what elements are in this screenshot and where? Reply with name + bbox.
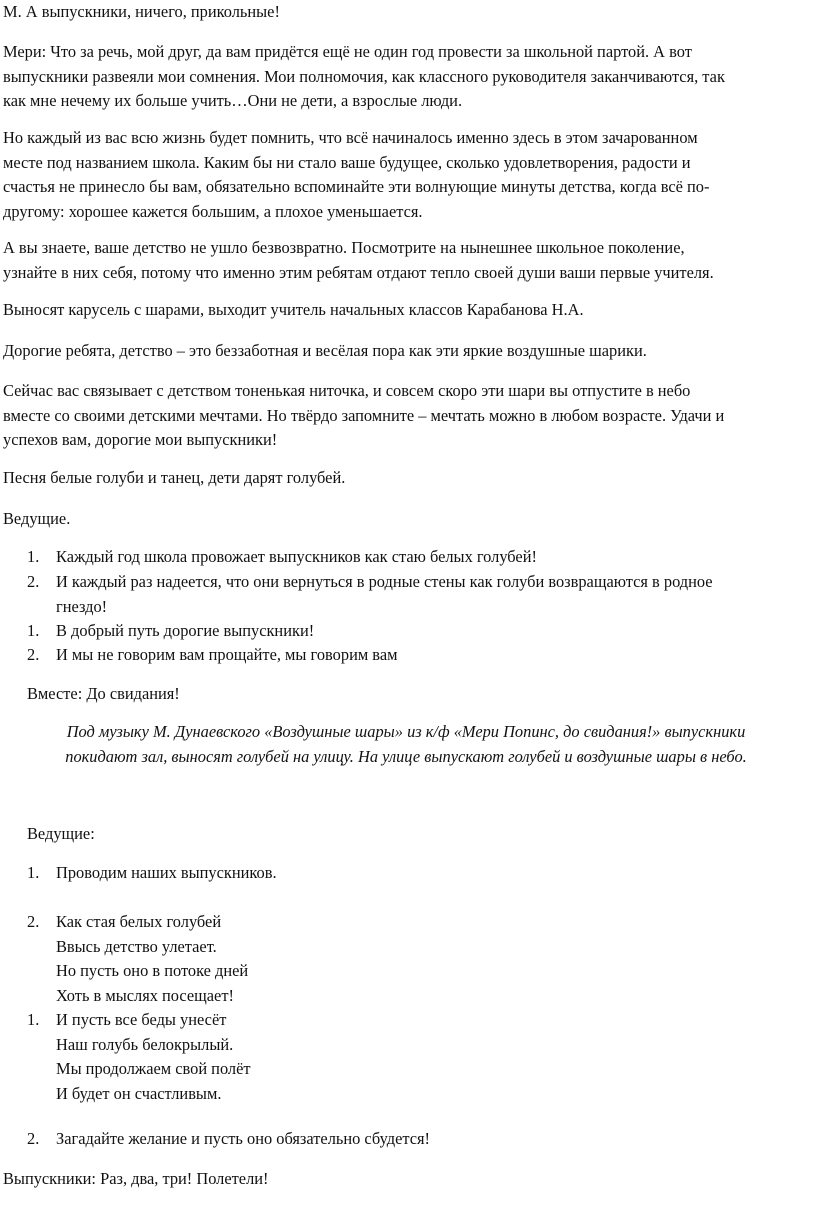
paragraph-childhood: А вы знаете, ваше детство не ушло безвозвратно. Посмотрите на нынешнее школьное поколение, узнайте в них себя, потому что именно этим ребятам отдают тепло своей души ваши первые учителя.: [3, 238, 714, 282]
list-text: Каждый год школа провожает выпускников как стаю белых голубей!: [56, 547, 537, 566]
list-text: В добрый путь дорогие выпускники!: [56, 621, 315, 640]
list-text: И пусть все беды унесёт Наш голубь белокрылый. Мы продолжаем свой полёт И будет он счастливым.: [56, 1010, 251, 1103]
list-number: 2.: [27, 1129, 40, 1148]
paragraph-thread: Сейчас вас связывает с детством тоненькая ниточка, и совсем скоро эти шари вы отпустите в небо вместе со своими детскими мечтами. Но твёрдо запомните – мечтать можно в любом возрасте. Удачи и успехов вам, дорогие мои выпускники!: [3, 381, 725, 449]
paragraph-memory: Но каждый из вас всю жизнь будет помнить, что всё начиналось именно здесь в этом зачарованном месте под названием школа. Каким бы ни стало ваше будущее, сколько удовлетворения, радости и счастья не принесло бы вам, обязательно вспоминайте эти волнующие минуты детства, когда всё по- другому: хорошее кажется большим, а плохое уменьшается.: [3, 128, 710, 221]
list-text: И каждый раз надеется, что они вернуться в родные стены как голуби возвращаются в родное гнездо!: [56, 572, 713, 616]
paragraph-final: Выпускники: Раз, два, три! Полетели!: [3, 1169, 269, 1188]
list-number: 1.: [27, 863, 40, 882]
list-number: 1.: [27, 547, 40, 566]
paragraph-song: Песня белые голуби и танец, дети дарят голубей.: [3, 468, 346, 487]
paragraph-hosts-2: Ведущие:: [27, 824, 95, 843]
list-number: 1.: [27, 621, 40, 640]
paragraph-carousel: Выносят карусель с шарами, выходит учитель начальных классов Карабанова Н.А.: [3, 300, 584, 319]
list-text: И мы не говорим вам прощайте, мы говорим вам: [56, 645, 398, 664]
stage-direction: Под музыку М. Дунаевского «Воздушные шары» из к/ф «Мери Попинс, до свидания!» выпускники покидают зал, выносят голубей на улицу. На улице выпускают голубей и воздушные шары в небо.: [65, 722, 747, 766]
list-text: Как стая белых голубей Ввысь детство улетает. Но пусть оно в потоке дней Хоть в мыслях посещает!: [56, 912, 249, 1005]
paragraph-balloons: Дорогие ребята, детство – это беззаботная и весёлая пора как эти яркие воздушные шарики.: [3, 341, 647, 360]
list-number: 2.: [27, 912, 40, 931]
list-text: Загадайте желание и пусть оно обязательно сбудется!: [56, 1129, 431, 1148]
paragraph-together: Вместе: До свидания!: [27, 684, 180, 703]
list-text: Проводим наших выпускников.: [56, 863, 277, 882]
list-number: 1.: [27, 1010, 40, 1029]
paragraph-mary-speech: Мери: Что за речь, мой друг, да вам придётся ещё не один год провести за школьной партой. А вот выпускники развеяли мои сомнения. Мои полномочия, как классного руководителя заканчиваются, так как мне нечему их больше учить…Они не дети, а взрослые люди.: [3, 42, 725, 110]
list-number: 2.: [27, 645, 40, 664]
paragraph-hosts: Ведущие.: [3, 509, 71, 528]
list-number: 2.: [27, 572, 40, 591]
paragraph-m-intro: М. А выпускники, ничего, прикольные!: [3, 2, 280, 21]
